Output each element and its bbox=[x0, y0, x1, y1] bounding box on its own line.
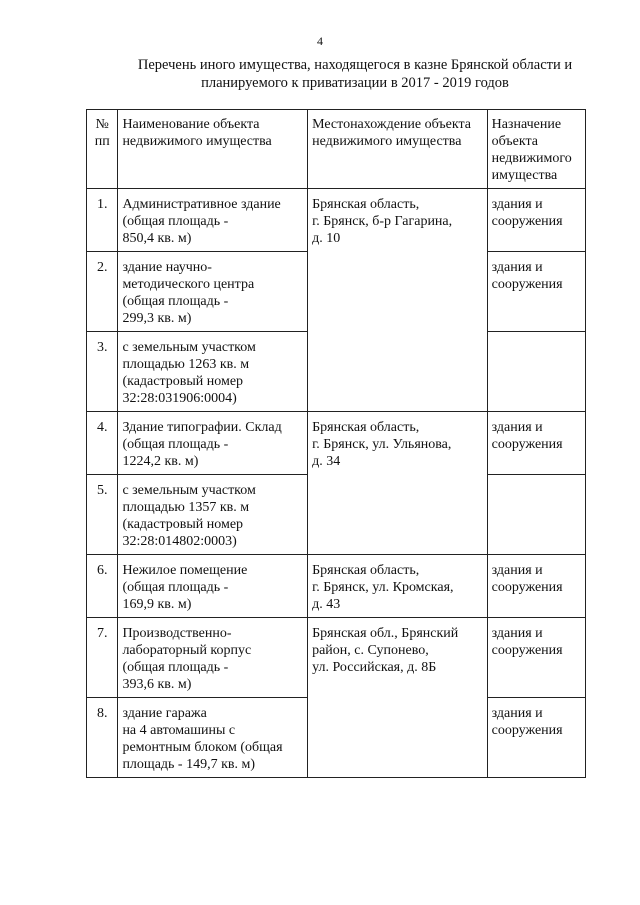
table-row bbox=[87, 555, 586, 618]
row-location: Брянская область, г. Брянск, ул. Ульянова, д. 34 bbox=[308, 412, 488, 555]
document-title: Перечень иного имущества, находящегося в казне Брянской области и планируемого к приватизации в 2017 - 2019 годов bbox=[137, 57, 573, 91]
table-row bbox=[87, 412, 586, 475]
row-object-name: с земельным участком площадью 1263 кв. м (кадастровый номер 32:28:031906:0004) bbox=[118, 332, 308, 412]
row-object-name: с земельным участком площадью 1357 кв. м (кадастровый номер 32:28:014802:0003) bbox=[118, 475, 308, 555]
row-number: 5. bbox=[87, 475, 118, 555]
table-row bbox=[87, 618, 586, 698]
row-object-name: Здание типографии. Склад (общая площадь - 1224,2 кв. м) bbox=[118, 412, 308, 475]
header-object-name: Наименование объекта недвижимого имущества bbox=[118, 110, 308, 189]
row-number: 8. bbox=[87, 698, 118, 778]
row-object-name: Административное здание (общая площадь - 850,4 кв. м) bbox=[118, 189, 308, 252]
row-purpose: здания и сооружения bbox=[487, 618, 585, 698]
row-object-name: Производственно- лабораторный корпус (общая площадь - 393,6 кв. м) bbox=[118, 618, 308, 698]
row-number: 6. bbox=[87, 555, 118, 618]
row-purpose bbox=[487, 332, 585, 412]
header-location: Местонахождение объекта недвижимого имущества bbox=[308, 110, 488, 189]
row-purpose: здания и сооружения bbox=[487, 412, 585, 475]
row-purpose: здания и сооружения bbox=[487, 252, 585, 332]
row-purpose: здания и сооружения bbox=[487, 189, 585, 252]
row-number: 1. bbox=[87, 189, 118, 252]
header-purpose: Назначение объекта недвижимого имущества bbox=[487, 110, 585, 189]
row-object-name: Нежилое помещение (общая площадь - 169,9 кв. м) bbox=[118, 555, 308, 618]
row-object-name: здание гаража на 4 автомашины с ремонтным блоком (общая площадь - 149,7 кв. м) bbox=[118, 698, 308, 778]
row-location: Брянская область, г. Брянск, б-р Гагарина, д. 10 bbox=[308, 189, 488, 412]
row-object-name: здание научно- методического центра (общая площадь - 299,3 кв. м) bbox=[118, 252, 308, 332]
row-number: 4. bbox=[87, 412, 118, 475]
row-purpose: здания и сооружения bbox=[487, 698, 585, 778]
row-purpose bbox=[487, 475, 585, 555]
page-number: 4 bbox=[317, 34, 323, 48]
row-purpose: здания и сооружения bbox=[487, 555, 585, 618]
table-row bbox=[87, 189, 586, 252]
header-number: № пп bbox=[87, 110, 118, 189]
property-table bbox=[86, 109, 586, 778]
table-header-row bbox=[87, 110, 586, 189]
row-number: 7. bbox=[87, 618, 118, 698]
row-number: 2. bbox=[87, 252, 118, 332]
row-number: 3. bbox=[87, 332, 118, 412]
row-location: Брянская область, г. Брянск, ул. Кромская, д. 43 bbox=[308, 555, 488, 618]
row-location: Брянская обл., Брянский район, с. Супонево, ул. Российская, д. 8Б bbox=[308, 618, 488, 778]
